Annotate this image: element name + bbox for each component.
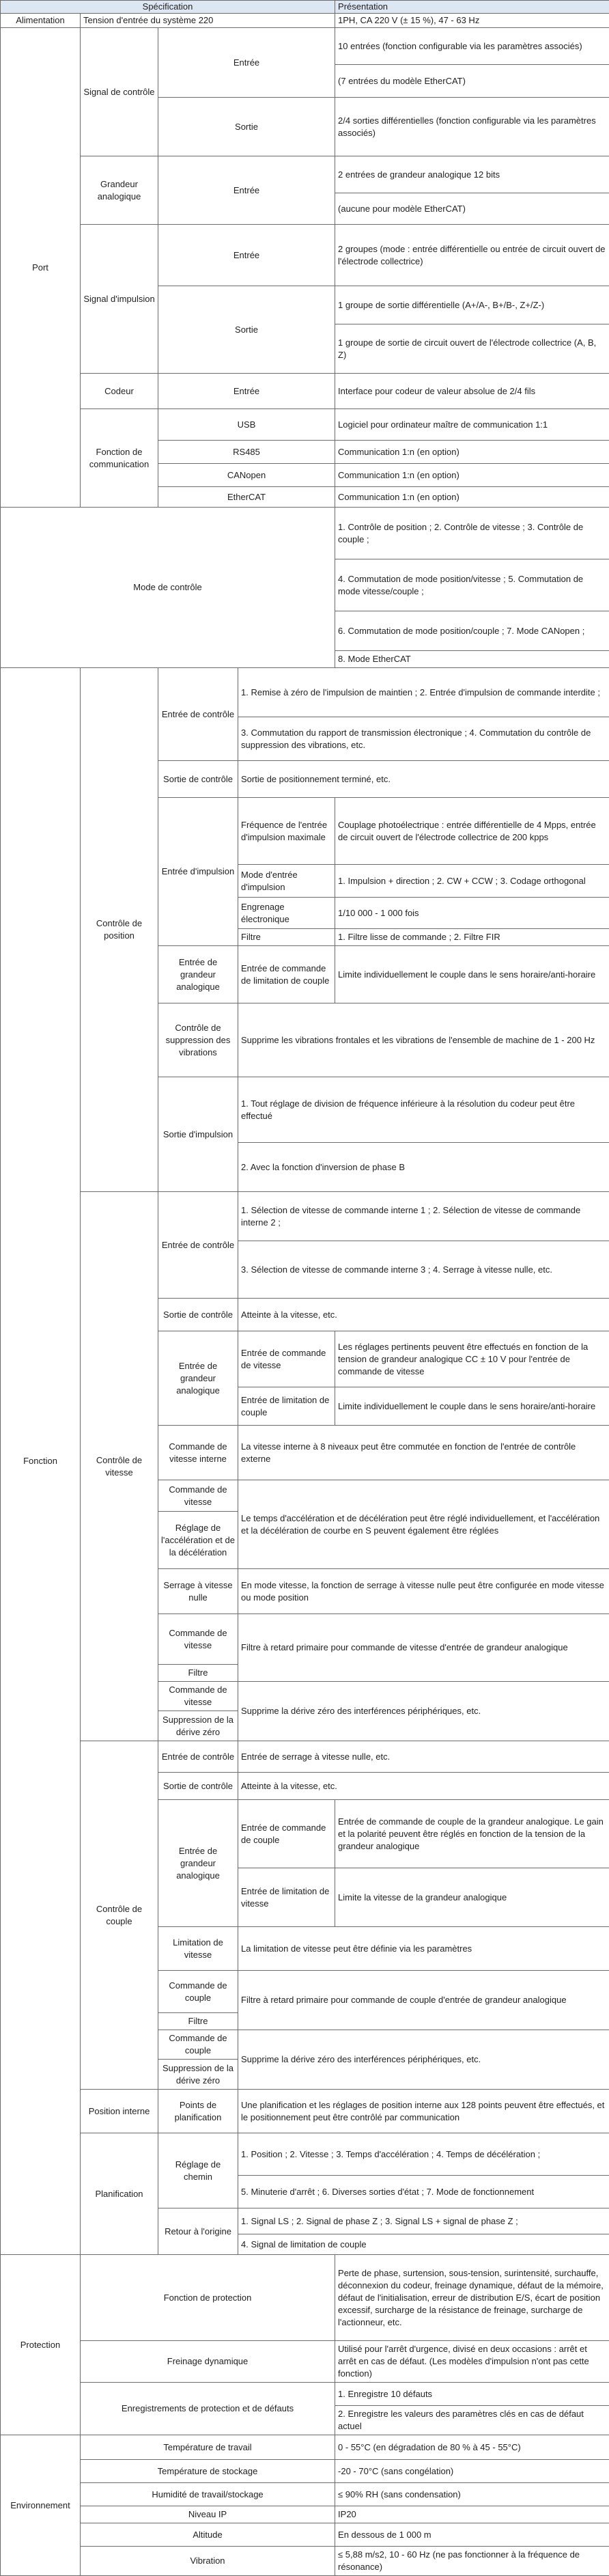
table-cell: Communication 1:n (en option)	[335, 464, 609, 487]
table-row	[1, 2460, 609, 2483]
table-row	[1, 2483, 609, 2506]
table-cell: Supprime la dérive zéro des interférences périphériques, etc.	[238, 1682, 609, 1741]
table-cell: 1. Impulsion + direction ; 2. CW + CCW ; 3. Codage orthogonal	[335, 865, 609, 898]
table-cell: Supprime la dérive zéro des interférences périphériques, etc.	[238, 2030, 609, 2090]
table-cell: 2. Avec la fonction d'inversion de phase B	[238, 1143, 609, 1192]
pos-sortie-controle: Sortie de contrôle	[158, 761, 238, 798]
comm-ethercat: EtherCAT	[158, 487, 335, 508]
table-cell: Limite individuellement le couple dans le sens horaire/anti-horaire	[335, 1387, 609, 1426]
table-row	[1, 2547, 609, 2576]
cpl-limitation: Limitation de vitesse	[158, 1927, 238, 1971]
table-cell: Entrée de commande de limitation de couple	[238, 946, 335, 1003]
alimentation-value: 1PH, CA 220 V (± 15 %), 47 - 63 Hz	[335, 14, 609, 28]
cpl-suppression-derive: Suppression de la dérive zéro	[158, 2060, 238, 2090]
table-cell: Entrée de limitation de vitesse	[238, 1868, 335, 1927]
table-row	[1, 508, 609, 559]
table-cell: 1 groupe de sortie de circuit ouvert de l'électrode collectrice (A, B, Z)	[335, 324, 609, 374]
table-cell: Communication 1:n (en option)	[335, 487, 609, 508]
mode-controle-label: Mode de contrôle	[1, 508, 335, 668]
table-cell: ≤ 90% RH (sans condensation)	[335, 2483, 609, 2506]
fonction-protection: Fonction de protection	[81, 2255, 335, 2341]
vit-cmd-vitesse: Commande de vitesse	[158, 1480, 238, 1512]
header-spec: Spécification	[1, 1, 335, 14]
signal-impulsion-entree: Entrée	[158, 225, 335, 286]
table-cell: Limite la vitesse de la grandeur analogique	[335, 1868, 609, 1927]
table-cell: 6. Commutation de mode position/couple ; 7. Mode CANopen ;	[335, 611, 609, 651]
table-cell: Supprime les vibrations frontales et les vibrations de l'ensemble de machine de 1 - 200 Hz	[238, 1003, 609, 1077]
fonction-label: Fonction	[1, 668, 81, 2255]
table-cell: 1. Position ; 2. Vitesse ; 3. Temps d'accélération ; 4. Temps de décélération ;	[238, 2133, 609, 2176]
table-cell: -20 - 70°C (sans congélation)	[335, 2460, 609, 2483]
pos-entree-grandeur: Entrée de grandeur analogique	[158, 946, 238, 1003]
table-row	[1, 1741, 609, 1773]
table-cell: (7 entrées du modèle EtherCAT)	[335, 65, 609, 98]
cpl-cmd-couple: Commande de couple	[158, 1971, 238, 2013]
table-cell: 4. Commutation de mode position/vitesse ; 5. Commutation de mode vitesse/couple ;	[335, 559, 609, 611]
protection-label: Protection	[1, 2255, 81, 2435]
table-cell: 4. Signal de limitation de couple	[238, 2234, 609, 2255]
alimentation-label: Alimentation	[1, 14, 81, 28]
vit-serrage: Serrage à vitesse nulle	[158, 1569, 238, 1614]
table-cell: Mode d'entrée d'impulsion	[238, 865, 335, 898]
table-row	[1, 2341, 609, 2383]
table-cell: Atteinte à la vitesse, etc.	[238, 1773, 609, 1800]
retour-origine: Retour à l'origine	[158, 2208, 238, 2255]
freinage-dynamique: Freinage dynamique	[81, 2341, 335, 2383]
table-row	[1, 374, 609, 409]
pos-suppression: Contrôle de suppression des vibrations	[158, 1003, 238, 1077]
port-label: Port	[1, 28, 81, 508]
vit-filtre: Filtre	[158, 1665, 238, 1682]
table-cell: 1. Tout réglage de division de fréquence inférieure à la résolution du codeur peut être effectué	[238, 1077, 609, 1143]
table-row	[1, 2383, 609, 2406]
controle-couple-label: Contrôle de couple	[81, 1741, 158, 2090]
env-temp-stockage: Température de stockage	[81, 2460, 335, 2483]
table-cell: 2/4 sorties différentielles (fonction configurable via les paramètres associés)	[335, 98, 609, 156]
cpl-sortie-controle: Sortie de contrôle	[158, 1773, 238, 1800]
table-row	[1, 409, 609, 441]
grandeur-analogique-label: Grandeur analogique	[81, 156, 158, 225]
table-cell: 1. Remise à zéro de l'impulsion de maintien ; 2. Entrée d'impulsion de commande interdite ;	[238, 668, 609, 717]
comm-usb: USB	[158, 409, 335, 441]
env-altitude: Altitude	[81, 2523, 335, 2547]
table-cell: Entrée de limitation de couple	[238, 1387, 335, 1426]
controle-position-label: Contrôle de position	[81, 668, 158, 1192]
controle-vitesse-label: Contrôle de vitesse	[81, 1192, 158, 1741]
alimentation-row	[1, 14, 609, 28]
table-cell: Filtre	[238, 929, 335, 946]
env-vibration: Vibration	[81, 2547, 335, 2576]
pos-entree-impulsion: Entrée d'impulsion	[158, 798, 238, 946]
table-cell: Atteinte à la vitesse, etc.	[238, 1299, 609, 1331]
table-cell: Couplage photoélectrique : entrée différentielle de 4 Mpps, entrée de circuit ouvert de l'électrode collectrice de 200 kpps	[335, 798, 609, 865]
table-row	[1, 1192, 609, 1241]
table-cell: 1/10 000 - 1 000 fois	[335, 898, 609, 929]
cpl-cmd-couple-2: Commande de couple	[158, 2030, 238, 2060]
vit-entree-controle: Entrée de contrôle	[158, 1192, 238, 1299]
table-row	[1, 2255, 609, 2341]
table-cell: 1. Signal LS ; 2. Signal de phase Z ; 3. Signal LS + signal de phase Z ;	[238, 2208, 609, 2234]
header-presentation: Présentation	[335, 1, 609, 14]
table-cell: Une planification et les réglages de position interne aux 128 points peuvent être effectués, et le positionnement peut être contrôlé par communication	[238, 2090, 609, 2133]
table-cell: Logiciel pour ordinateur maître de communication 1:1	[335, 409, 609, 441]
table-cell: Perte de phase, surtension, sous-tension, surintensité, surchauffe, déconnexion du codeur, freinage dynamique, défaut de la mémoire, défaut de l'initialisation, erreur de distribution E/S, écart de position excessif, surcharge de la résistance de freinage, surcharge de l'actionneur, etc.	[335, 2255, 609, 2341]
signal-controle-sortie: Sortie	[158, 98, 335, 156]
vit-sortie-controle: Sortie de contrôle	[158, 1299, 238, 1331]
table-cell: Filtre à retard primaire pour commande de couple d'entrée de grandeur analogique	[238, 1971, 609, 2030]
table-cell: La vitesse interne à 8 niveaux peut être commutée en fonction de l'entrée de contrôle externe	[238, 1426, 609, 1480]
table-cell: En dessous de 1 000 m	[335, 2523, 609, 2547]
enregistrements: Enregistrements de protection et de défauts	[81, 2383, 335, 2435]
table-cell: 1. Contrôle de position ; 2. Contrôle de vitesse ; 3. Contrôle de couple ;	[335, 508, 609, 559]
table-row	[1, 2090, 609, 2133]
signal-controle-label: Signal de contrôle	[81, 28, 158, 156]
table-cell: Entrée de commande de couple	[238, 1800, 335, 1868]
pos-entree-controle: Entrée de contrôle	[158, 668, 238, 761]
signal-impulsion-sortie: Sortie	[158, 286, 335, 374]
table-cell: 8. Mode EtherCAT	[335, 651, 609, 668]
table-cell: ≤ 5,88 m/s2, 10 - 60 Hz (ne pas fonctionner à la fréquence de résonance)	[335, 2547, 609, 2576]
table-cell: Limite individuellement le couple dans le sens horaire/anti-horaire	[335, 946, 609, 1003]
comm-canopen: CANopen	[158, 464, 335, 487]
signal-impulsion-label: Signal d'impulsion	[81, 225, 158, 374]
table-cell: Utilisé pour l'arrêt d'urgence, divisé en deux occasions : arrêt et arrêt en cas de défaut. (Les modèles d'impulsion n'ont pas cette fonction)	[335, 2341, 609, 2383]
header-row	[1, 1, 609, 14]
planification-label: Planification	[81, 2133, 158, 2255]
codeur-label: Codeur	[81, 374, 158, 409]
table-cell: 1. Sélection de vitesse de commande interne 1 ; 2. Sélection de vitesse de commande interne 2 ;	[238, 1192, 609, 1241]
env-temp-travail: Température de travail	[81, 2435, 335, 2460]
table-row	[1, 2506, 609, 2523]
table-cell: Communication 1:n (en option)	[335, 441, 609, 464]
codeur-entree: Entrée	[158, 374, 335, 409]
table-cell: IP20	[335, 2506, 609, 2523]
env-humidite: Humidité de travail/stockage	[81, 2483, 335, 2506]
vit-cmd-interne: Commande de vitesse interne	[158, 1426, 238, 1480]
vit-suppression-derive: Suppression de la dérive zéro	[158, 1711, 238, 1741]
table-cell: Entrée de serrage à vitesse nulle, etc.	[238, 1741, 609, 1773]
table-cell: 1. Enregistre 10 défauts	[335, 2383, 609, 2406]
alimentation-text: Tension d'entrée du système 220	[81, 14, 335, 28]
table-cell: En mode vitesse, la fonction de serrage à vitesse nulle peut être configurée en mode vitesse ou mode position	[238, 1569, 609, 1614]
env-niveau-ip: Niveau IP	[81, 2506, 335, 2523]
table-cell: Filtre à retard primaire pour commande de vitesse d'entrée de grandeur analogique	[238, 1614, 609, 1682]
table-cell: 3. Commutation du rapport de transmission électronique ; 4. Commutation du contrôle de suppression des vibrations, etc.	[238, 717, 609, 761]
table-cell: Les réglages pertinents peuvent être effectués en fonction de la tension de grandeur analogique CC ± 10 V pour l'entrée de commande de vitesse	[335, 1331, 609, 1387]
environnement-label: Environnement	[1, 2435, 81, 2576]
table-cell: Fréquence de l'entrée d'impulsion maximale	[238, 798, 335, 865]
table-cell: 2 entrées de grandeur analogique 12 bits	[335, 156, 609, 193]
vit-cmd-vitesse-3: Commande de vitesse	[158, 1682, 238, 1711]
table-cell: 2. Enregistre les valeurs des paramètres clés en cas de défaut actuel	[335, 2406, 609, 2435]
position-interne-label: Position interne	[81, 2090, 158, 2133]
table-cell: Entrée de commande de vitesse	[238, 1331, 335, 1387]
table-cell: Engrenage électronique	[238, 898, 335, 929]
signal-controle-entree: Entrée	[158, 28, 335, 98]
table-cell: 3. Sélection de vitesse de commande interne 3 ; 4. Serrage à vitesse nulle, etc.	[238, 1241, 609, 1299]
vit-entree-grandeur: Entrée de grandeur analogique	[158, 1331, 238, 1426]
table-row	[1, 668, 609, 717]
table-cell: 2 groupes (mode : entrée différentielle ou entrée de circuit ouvert de l'électrode collectrice)	[335, 225, 609, 286]
fonction-comm-label: Fonction de communication	[81, 409, 158, 508]
table-cell: 5. Minuterie d'arrêt ; 6. Diverses sorties d'état ; 7. Mode de fonctionnement	[238, 2176, 609, 2208]
table-row	[1, 225, 609, 286]
table-cell: 0 - 55°C (en dégradation de 80 % à 45 - 55°C)	[335, 2435, 609, 2460]
table-row	[1, 156, 609, 193]
table-cell: Le temps d'accélération et de décélération peut être réglé individuellement, et l'accélération et la décélération de courbe en S peuvent également être réglées	[238, 1480, 609, 1569]
pos-sortie-impulsion: Sortie d'impulsion	[158, 1077, 238, 1192]
table-row	[1, 28, 609, 65]
cpl-filtre: Filtre	[158, 2013, 238, 2030]
vit-cmd-vitesse-2: Commande de vitesse	[158, 1614, 238, 1665]
table-cell: 1. Filtre lisse de commande ; 2. Filtre FIR	[335, 929, 609, 946]
table-cell: (aucune pour modèle EtherCAT)	[335, 193, 609, 225]
table-cell: La limitation de vitesse peut être définie via les paramètres	[238, 1927, 609, 1971]
table-cell: Interface pour codeur de valeur absolue de 2/4 fils	[335, 374, 609, 409]
cpl-entree-controle: Entrée de contrôle	[158, 1741, 238, 1773]
table-row	[1, 2435, 609, 2460]
table-cell: Sortie de positionnement terminé, etc.	[238, 761, 609, 798]
table-cell: Entrée de commande de couple de la grandeur analogique. Le gain et la polarité peuvent être réglés en fonction de la tension de la grandeur analogique	[335, 1800, 609, 1868]
table-cell: 10 entrées (fonction configurable via les paramètres associés)	[335, 28, 609, 65]
reglage-chemin: Réglage de chemin	[158, 2133, 238, 2208]
grandeur-entree: Entrée	[158, 156, 335, 225]
table-row	[1, 2523, 609, 2547]
table-row	[1, 2133, 609, 2176]
cpl-entree-grandeur: Entrée de grandeur analogique	[158, 1800, 238, 1927]
comm-rs485: RS485	[158, 441, 335, 464]
points-planification: Points de planification	[158, 2090, 238, 2133]
vit-reglage-acc: Réglage de l'accélération et de la décélération	[158, 1512, 238, 1569]
table-cell: 1 groupe de sortie différentielle (A+/A-, B+/B-, Z+/Z-)	[335, 286, 609, 324]
